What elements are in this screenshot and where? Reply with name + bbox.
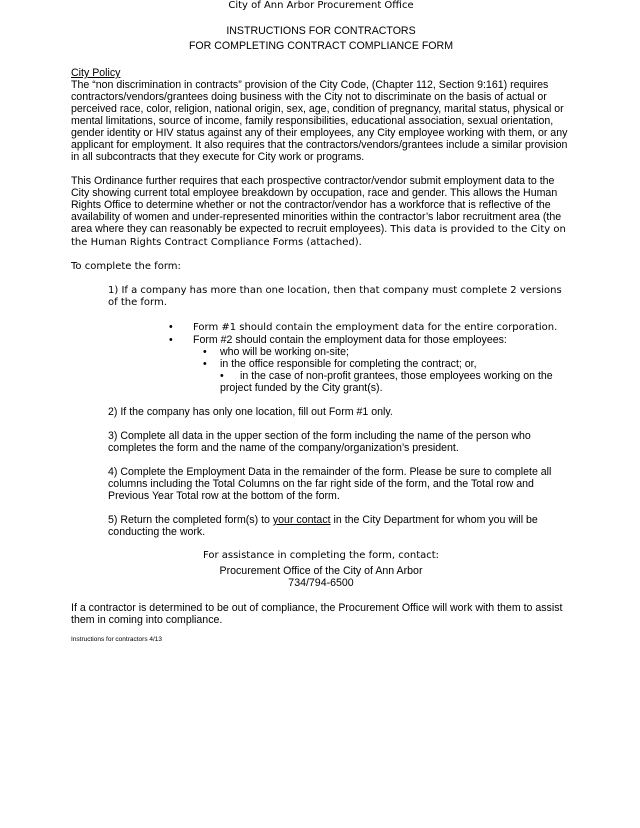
nonprofit-sub-list [220, 370, 571, 394]
footer-note: Instructions for contractors 4/13 [71, 636, 163, 643]
compliance-closing: If a contractor is determined to be out of compliance, the Procurement Office will work with them to assist them in coming into compliance. [71, 602, 563, 626]
contact-office: Procurement Office of the City of Ann Arbor [219, 565, 423, 577]
instructions-intro: To complete the form: [71, 261, 181, 272]
policy-paragraph-1: The “non discrimination in contracts” provision of the City Code, (Chapter 112, Section 9:161) requires contractors/vendors/grantees doing business with the City not to discriminate on the basis of actual or perceived race, color, religion, national origin, sex, age, condition of pregnancy, marital status, physical or mental limitations, source of income, family responsibilities, educational association, sexual orientation, gender identity or HIV status against any of their employees, any City employee working with them, or any applicant for employment. It also requires that the contractors/vendors/grantees include a similar provision in all subcontracts that they execute for City work or programs. [71, 79, 568, 163]
document-title [71, 24, 571, 54]
office-header: City of Ann Arbor Procurement Office [228, 0, 414, 11]
contact-phone: 734/794-6500 [288, 577, 354, 589]
step-4: 4) Complete the Employment Data in the remainder of the form. Please be sure to complete all columns including the Total Columns on the far right side of the form, and the Total row and Previous Year Total row at the bottom of the form. [108, 466, 552, 502]
list-item: • in the case of non-profit grantees, those employees working on the project funded by the City grant(s). [220, 370, 553, 394]
step-5: 5) Return the completed form(s) to your contact in the City Department for whom you will be conducting the work. [108, 514, 538, 538]
list-item: • in the office responsible for completing the contract; or, • in the case of non-profit grantees, those employees working on the project funded by the City grant(s). [203, 358, 571, 394]
assist-line: For assistance in completing the form, contact: [202, 550, 440, 561]
employee-sub-list [203, 346, 571, 394]
bullet-icon: • [220, 370, 224, 382]
title-line-2: FOR COMPLETING CONTRACT COMPLIANCE FORM [188, 40, 454, 52]
policy-paragraph-2 [71, 175, 571, 249]
your-contact-link[interactable]: your contact [272, 514, 331, 526]
list-item: • Form #1 should contain the employment data for the entire corporation. [166, 321, 571, 334]
form-bullet-list [166, 321, 571, 394]
list-item: • Form #2 should contain the employment data for those employees: • who will be working on-site; • in the office responsible for completing the contract; or, • in the case of non-profit grantees, those employees working on the project funded by the City grant(s). [166, 334, 571, 394]
step-3: 3) Complete all data in the upper section of the form including the name of the person who completes the form and the name of the company/organization’s president. [108, 430, 531, 454]
section-heading-city-policy: City Policy [71, 67, 121, 79]
list-item: • who will be working on-site; [203, 346, 571, 358]
step-2: 2) If the company has only one location, fill out Form #1 only. [108, 406, 393, 418]
policy-paragraph-2b: This data is provided to the City on the Human Rights Contract Compliance Forms (attached). [71, 224, 566, 248]
contact-block [71, 550, 571, 589]
title-line-1: INSTRUCTIONS FOR CONTRACTORS [226, 25, 416, 37]
document-page [71, 0, 571, 644]
step-1: 1) If a company has more than one location, then that company must complete 2 versions of the form. [108, 285, 562, 308]
policy-paragraph-2a: This Ordinance further requires that each prospective contractor/vendor submit employment data to the City showing current total employee breakdown by occupation, race and gender. This allows the Human Rights Office to determine whether or not the contractor/vendor has a workforce that is reflective of the availability of women and under-represented minorities within the contractor’s labor recruitment area (the area where they can reasonably be expected to recruit employees). [71, 175, 562, 235]
